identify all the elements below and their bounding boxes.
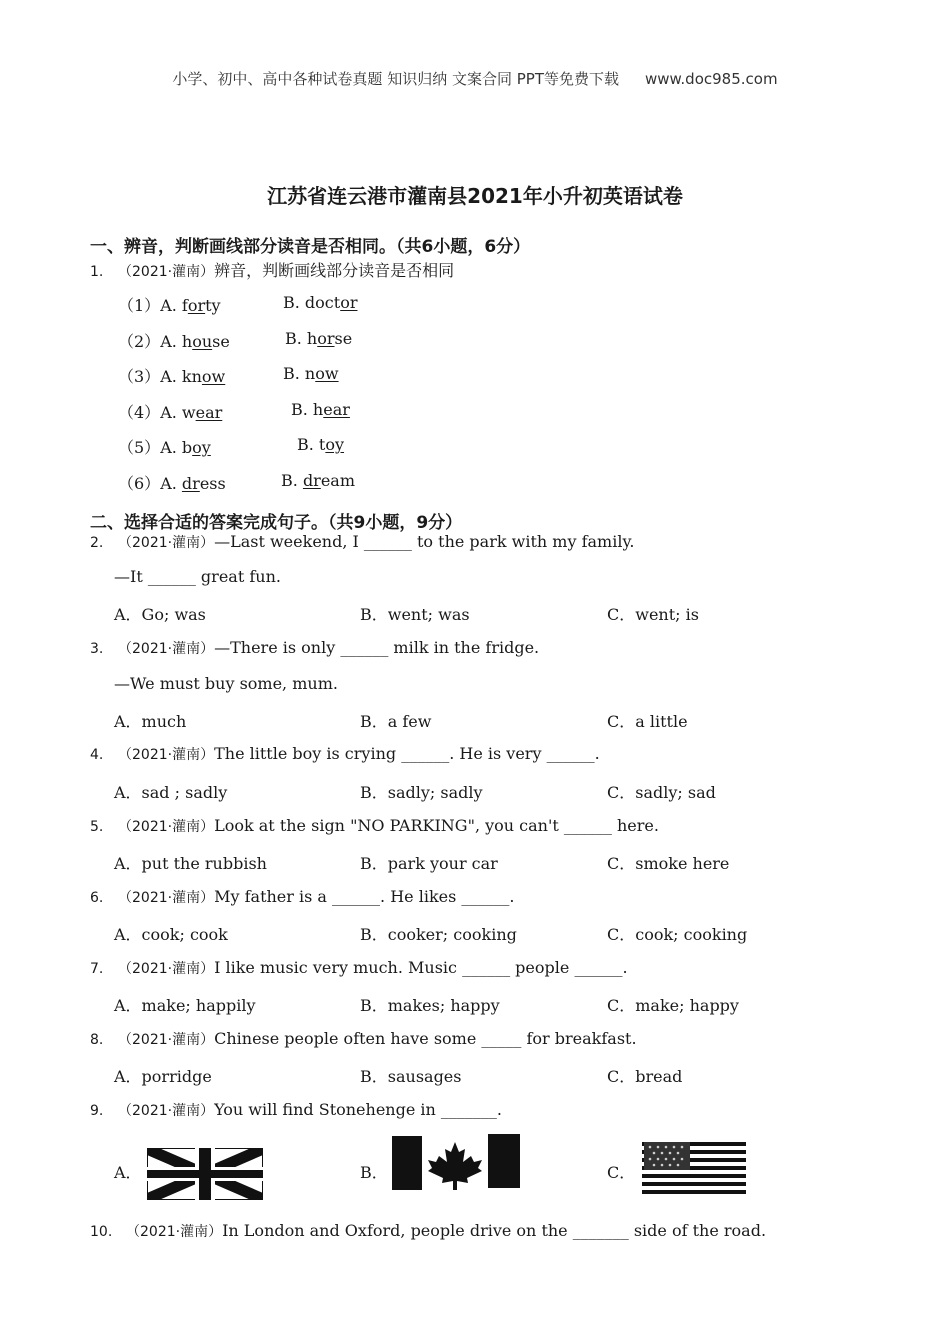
word-part: B. h (285, 329, 318, 348)
question-8 (90, 1029, 637, 1049)
underlined-letters: oy (192, 438, 211, 457)
word-part: ty (205, 296, 221, 315)
underlined-letters: dr (302, 471, 321, 490)
underlined-letters: ow (201, 367, 226, 386)
question-stem: My father is a ______. He likes ______. (214, 887, 515, 906)
question-7 (90, 958, 628, 978)
word-a (160, 474, 226, 493)
word-part: A. w (160, 403, 196, 422)
word-a (160, 438, 211, 457)
option-c[interactable]: C．sadly; sad (607, 783, 716, 802)
word-part: A. (160, 474, 182, 493)
option-a[interactable]: A．porridge (114, 1067, 212, 1086)
word-a (160, 403, 222, 422)
word-a (160, 332, 230, 351)
question-number: 9. (90, 1103, 104, 1119)
word-part: eam (320, 471, 356, 490)
question-number: 1. (90, 264, 104, 280)
question-3-reply: —We must buy some, mum. (114, 674, 338, 693)
word-b (285, 329, 352, 348)
question-6 (90, 887, 515, 907)
word-part: se (334, 329, 353, 348)
question-source: （2021·灌南） (118, 535, 215, 551)
pair-number: （4） (118, 403, 161, 422)
question-5 (90, 816, 659, 836)
question-number: 6. (90, 890, 104, 906)
underlined-letters: ou (192, 332, 213, 351)
question-source: （2021·灌南） (118, 641, 215, 657)
option-c[interactable]: C．a little (607, 712, 688, 731)
option-c[interactable]: C．cook; cooking (607, 925, 748, 944)
word-part: B. (281, 471, 303, 490)
pair-number: （3） (118, 367, 161, 386)
underlined-letters: or (340, 293, 358, 312)
option-b[interactable]: B．went; was (360, 605, 470, 624)
option-a[interactable]: A． (114, 1163, 142, 1182)
underlined-letters: ow (315, 364, 339, 383)
pair-number: （6） (118, 474, 161, 493)
underlined-letters: oy (325, 435, 345, 454)
question-number: 7. (90, 961, 104, 977)
question-source: （2021·灌南） (118, 747, 215, 763)
question-stem: In London and Oxford, people drive on the _______ side of the road. (222, 1221, 767, 1240)
option-b[interactable]: B． (360, 1163, 388, 1182)
option-b[interactable]: B．a few (360, 712, 432, 731)
uk-flag-icon[interactable] (147, 1148, 263, 1200)
question-source: （2021·灌南） (118, 264, 215, 280)
word-part: A. h (160, 332, 193, 351)
question-1 (90, 258, 454, 281)
section-1-heading: 一、辨音，判断画线部分读音是否相同。（共6小题，6分） (90, 237, 531, 257)
word-b (283, 293, 357, 312)
word-b (283, 364, 339, 383)
pronunciation-pair (118, 435, 211, 458)
pronunciation-pair (118, 329, 230, 352)
option-b[interactable]: B．cooker; cooking (360, 925, 517, 944)
option-b[interactable]: B．makes; happy (360, 996, 500, 1015)
pair-number: （2） (118, 332, 161, 351)
question-stem: —Last weekend, I ______ to the park with my family. (214, 532, 635, 551)
option-c[interactable]: C．went; is (607, 605, 699, 624)
section-2-heading: 二、选择合适的答案完成句子。（共9小题，9分） (90, 513, 463, 533)
page-title: 江苏省连云港市灌南县2021年小升初英语试卷 (267, 184, 683, 208)
question-source: （2021·灌南） (118, 819, 215, 835)
option-c[interactable]: C．make; happy (607, 996, 739, 1015)
header-text: 小学、初中、高中各种试卷真题 知识归纳 文案合同 PPT等免费下载 (172, 70, 619, 88)
pair-number: （5） (118, 438, 161, 457)
word-part: B. t (297, 435, 326, 454)
word-a (160, 367, 225, 386)
pair-number: （1） (118, 296, 161, 315)
question-stem: I like music very much. Music ______ people ______. (214, 958, 628, 977)
question-source: （2021·灌南） (126, 1224, 223, 1240)
question-4 (90, 744, 600, 764)
question-source: （2021·灌南） (118, 890, 215, 906)
header-site: www.doc985.com (644, 70, 778, 88)
question-10 (90, 1221, 766, 1241)
option-c[interactable]: C． (607, 1163, 636, 1182)
question-3 (90, 638, 539, 658)
underlined-letters: or (317, 329, 335, 348)
word-part: se (212, 332, 230, 351)
question-9 (90, 1100, 502, 1120)
option-a[interactable]: A．Go; was (114, 605, 206, 624)
question-2-reply: —It ______ great fun. (114, 567, 281, 586)
pronunciation-pair (118, 293, 221, 316)
word-part: B. n (283, 364, 316, 383)
word-b (291, 400, 350, 419)
option-a[interactable]: A．much (114, 712, 187, 731)
question-number: 5. (90, 819, 104, 835)
question-2 (90, 532, 634, 552)
option-c[interactable]: C．bread (607, 1067, 683, 1086)
underlined-letters: dr (181, 474, 200, 493)
question-source: （2021·灌南） (118, 961, 215, 977)
word-part: A. kn (160, 367, 202, 386)
canada-flag-icon[interactable] (388, 1132, 522, 1192)
option-b[interactable]: B．park your car (360, 854, 498, 873)
question-number: 2. (90, 535, 104, 551)
underlined-letters: ear (323, 400, 350, 419)
option-c[interactable]: C．smoke here (607, 854, 730, 873)
option-a[interactable]: A．make; happily (114, 996, 256, 1015)
question-source: （2021·灌南） (118, 1103, 215, 1119)
word-a (160, 296, 220, 315)
word-part: A. f (160, 296, 188, 315)
option-a[interactable]: A．cook; cook (114, 925, 228, 944)
word-b (297, 435, 344, 454)
question-stem: Look at the sign "NO PARKING", you can't ______ here. (214, 816, 659, 835)
question-stem: —There is only ______ milk in the fridge. (214, 638, 540, 657)
pronunciation-pair (118, 364, 225, 387)
underlined-letters: ear (195, 403, 223, 422)
word-part: ess (199, 474, 226, 493)
underlined-letters: or (187, 296, 206, 315)
option-b[interactable]: B．sausages (360, 1067, 462, 1086)
usa-flag-icon[interactable] (642, 1140, 746, 1198)
question-stem: The little boy is crying ______. He is very ______. (214, 744, 600, 763)
question-number: 4. (90, 747, 104, 763)
question-source: （2021·灌南） (118, 1032, 215, 1048)
question-number: 3. (90, 641, 104, 657)
pronunciation-pair (118, 400, 222, 423)
word-part: B. doct (283, 293, 341, 312)
option-a[interactable]: A．sad ; sadly (114, 783, 228, 802)
pronunciation-pair (118, 471, 226, 494)
page-header (0, 68, 950, 89)
question-stem: 辨音，判断画线部分读音是否相同 (214, 261, 455, 280)
question-stem: You will find Stonehenge in _______. (214, 1100, 502, 1119)
word-part: A. b (160, 438, 193, 457)
question-number: 10. (90, 1224, 113, 1240)
option-b[interactable]: B．sadly; sadly (360, 783, 483, 802)
question-number: 8. (90, 1032, 104, 1048)
word-b (281, 471, 355, 490)
word-part: B. h (291, 400, 324, 419)
option-a[interactable]: A．put the rubbish (114, 854, 267, 873)
question-stem: Chinese people often have some _____ for breakfast. (214, 1029, 637, 1048)
